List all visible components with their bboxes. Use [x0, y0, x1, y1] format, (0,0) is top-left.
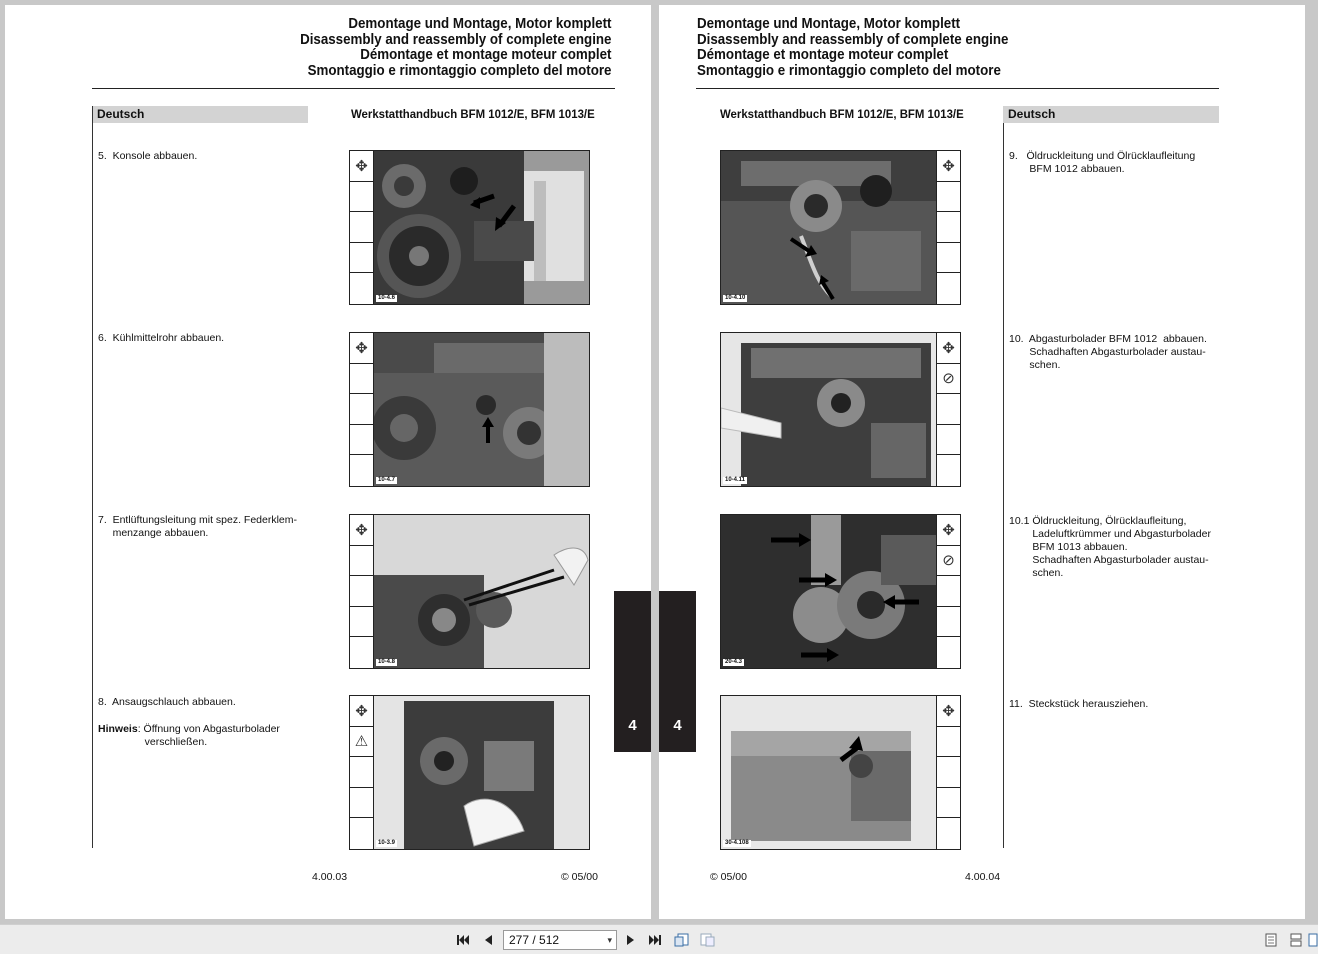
step-11-text: 11. Steckstück herausziehen. — [1009, 698, 1149, 710]
figure-icon-column — [350, 151, 374, 304]
figure-step-5 — [349, 150, 590, 305]
page-number: 4.00.04 — [965, 871, 1001, 883]
figure-step-8 — [349, 695, 590, 850]
icon-cell-empty — [350, 757, 373, 788]
header-title-it: Smontaggio e rimontaggio completo del motore — [307, 62, 611, 79]
icon-cell-empty — [937, 182, 960, 213]
icon-cell-empty — [350, 818, 373, 849]
move-arrows-icon: ✥ — [937, 696, 960, 727]
header-title-de: Demontage und Montage, Motor komplett — [697, 16, 961, 32]
page-number-select[interactable] — [503, 930, 617, 950]
margin-line — [1003, 106, 1004, 848]
step-8-text: 8. Ansaugschlauch abbauen. — [98, 696, 236, 708]
figure-id: 30-4.108 — [725, 840, 749, 846]
figure-step-6 — [349, 332, 590, 487]
margin-line — [92, 106, 93, 848]
figure-id: 10-4.11 — [725, 477, 746, 483]
icon-cell-empty — [350, 637, 373, 668]
icon-cell-empty — [937, 243, 960, 274]
figure-icon-column — [350, 696, 374, 849]
figure-icon-column — [350, 515, 374, 668]
header-rule — [92, 88, 615, 89]
page-indicator-text: 277 / 512 — [509, 933, 560, 947]
language-label: Deutsch — [1003, 106, 1219, 123]
figure-id: 10-4.7 — [378, 477, 396, 483]
crossed-out-icon: ⊘ — [937, 364, 960, 395]
chapter-tab: 4 — [659, 591, 696, 752]
step-7-text: 7. Entlüftungsleitung mit spez. Federklem- menzange abbauen. — [98, 514, 298, 539]
chapter-tab: 4 — [614, 591, 651, 752]
go-back-view-icon[interactable] — [673, 931, 691, 949]
icon-cell-empty — [937, 455, 960, 486]
move-arrows-icon: ✥ — [937, 151, 960, 182]
header-title-en: Disassembly and reassembly of complete engine — [299, 31, 611, 48]
icon-cell-empty — [350, 394, 373, 425]
icon-cell-empty — [350, 364, 373, 395]
step-5-text: 5. Konsole abbauen. — [98, 150, 198, 162]
icon-cell-empty — [937, 788, 960, 819]
engine-photo — [721, 151, 937, 304]
icon-cell-empty — [350, 182, 373, 213]
icon-cell-empty — [937, 818, 960, 849]
warning-triangle-icon: ⚠ — [350, 727, 373, 758]
icon-cell-empty — [937, 212, 960, 243]
icon-cell-empty — [350, 546, 373, 577]
figure-icon-column — [936, 151, 960, 304]
move-arrows-icon: ✥ — [937, 333, 960, 364]
engine-photo — [721, 696, 937, 849]
figure-id: 10-4.8 — [378, 659, 396, 665]
copyright: © 05/00 — [710, 871, 747, 883]
icon-cell-empty — [350, 576, 373, 607]
step-6-text: 6. Kühlmittelrohr abbauen. — [98, 332, 225, 344]
next-page-icon[interactable] — [622, 931, 640, 949]
continuous-view-icon[interactable] — [1287, 931, 1305, 949]
single-page-view-icon[interactable] — [1262, 931, 1280, 949]
icon-cell-empty — [350, 243, 373, 274]
figure-id: 10-4.6 — [378, 295, 396, 301]
move-arrows-icon: ✥ — [937, 515, 960, 546]
figure-id: 10-3.9 — [378, 840, 396, 846]
chevron-down-icon: ▾ — [607, 935, 612, 945]
first-page-icon[interactable] — [454, 931, 472, 949]
icon-cell-empty — [937, 273, 960, 304]
document-page-right — [659, 5, 1305, 919]
header-title-fr: Démontage et montage moteur complet — [697, 47, 949, 63]
header-title-en: Disassembly and reassembly of complete engine — [697, 31, 1009, 48]
icon-cell-empty — [937, 637, 960, 668]
note-label: Hinweis — [98, 723, 138, 735]
step-9-text: 9. Öldruckleitung und Ölrücklaufleitung BFM 1012 abbauen. — [1009, 150, 1196, 175]
figure-id: 20-4.3 — [725, 659, 743, 665]
engine-photo — [374, 333, 590, 486]
icon-cell-empty — [350, 273, 373, 304]
header-title-fr: Démontage et montage moteur complet — [359, 47, 611, 63]
go-forward-view-icon[interactable] — [699, 931, 717, 949]
figure-step-11 — [720, 695, 961, 850]
note-body: : Öffnung von Abgasturbolader verschließen. — [137, 723, 280, 748]
engine-photo — [721, 515, 937, 668]
icon-cell-empty — [350, 607, 373, 638]
step-10-1-text: 10.1 Öldruckleitung, Ölrücklaufleitung, Ladeluftkrümmer und Abgasturbolader BFM 1013 abbauen. Schadhaften Abgasturbolader austau- schen. — [1009, 515, 1211, 579]
step-10-text: 10. Abgasturbolader BFM 1012 abbauen. Schadhaften Abgasturbolader austau- schen. — [1009, 333, 1207, 371]
page-number: 4.00.03 — [312, 871, 348, 883]
icon-cell-empty — [937, 394, 960, 425]
icon-cell-empty — [937, 425, 960, 456]
two-page-view-icon[interactable] — [1308, 931, 1318, 949]
engine-photo — [374, 515, 590, 668]
document-page-left — [5, 5, 651, 919]
icon-cell-empty — [937, 757, 960, 788]
crossed-out-icon: ⊘ — [937, 546, 960, 577]
manual-title: Werkstatthandbuch BFM 1012/E, BFM 1013/E — [720, 107, 964, 121]
viewer-toolbar — [0, 924, 1318, 954]
copyright: © 05/00 — [561, 871, 598, 883]
previous-page-icon[interactable] — [479, 931, 497, 949]
move-arrows-icon: ✥ — [350, 151, 373, 182]
page-header — [300, 17, 611, 79]
engine-photo — [374, 696, 590, 849]
header-rule — [696, 88, 1219, 89]
move-arrows-icon: ✥ — [350, 696, 373, 727]
figure-step-9 — [720, 150, 961, 305]
engine-photo — [721, 333, 937, 486]
icon-cell-empty — [350, 425, 373, 456]
figure-step-10-1 — [720, 514, 961, 669]
header-title-it: Smontaggio e rimontaggio completo del motore — [697, 62, 1001, 79]
figure-icon-column — [936, 333, 960, 486]
figure-step-7 — [349, 514, 590, 669]
icon-cell-empty — [350, 788, 373, 819]
icon-cell-empty — [937, 727, 960, 758]
header-title-de: Demontage und Montage, Motor komplett — [347, 16, 611, 32]
figure-icon-column — [936, 515, 960, 668]
icon-cell-empty — [350, 212, 373, 243]
figure-id: 10-4.10 — [725, 295, 746, 301]
manual-title: Werkstatthandbuch BFM 1012/E, BFM 1013/E — [351, 107, 595, 121]
figure-step-10 — [720, 332, 961, 487]
figure-icon-column — [936, 696, 960, 849]
icon-cell-empty — [937, 607, 960, 638]
figure-icon-column — [350, 333, 374, 486]
icon-cell-empty — [350, 455, 373, 486]
icon-cell-empty — [937, 576, 960, 607]
note-text — [98, 723, 280, 749]
last-page-icon[interactable] — [646, 931, 664, 949]
move-arrows-icon: ✥ — [350, 515, 373, 546]
language-label: Deutsch — [92, 106, 308, 123]
page-header — [697, 17, 1008, 79]
engine-photo — [374, 151, 590, 304]
move-arrows-icon: ✥ — [350, 333, 373, 364]
